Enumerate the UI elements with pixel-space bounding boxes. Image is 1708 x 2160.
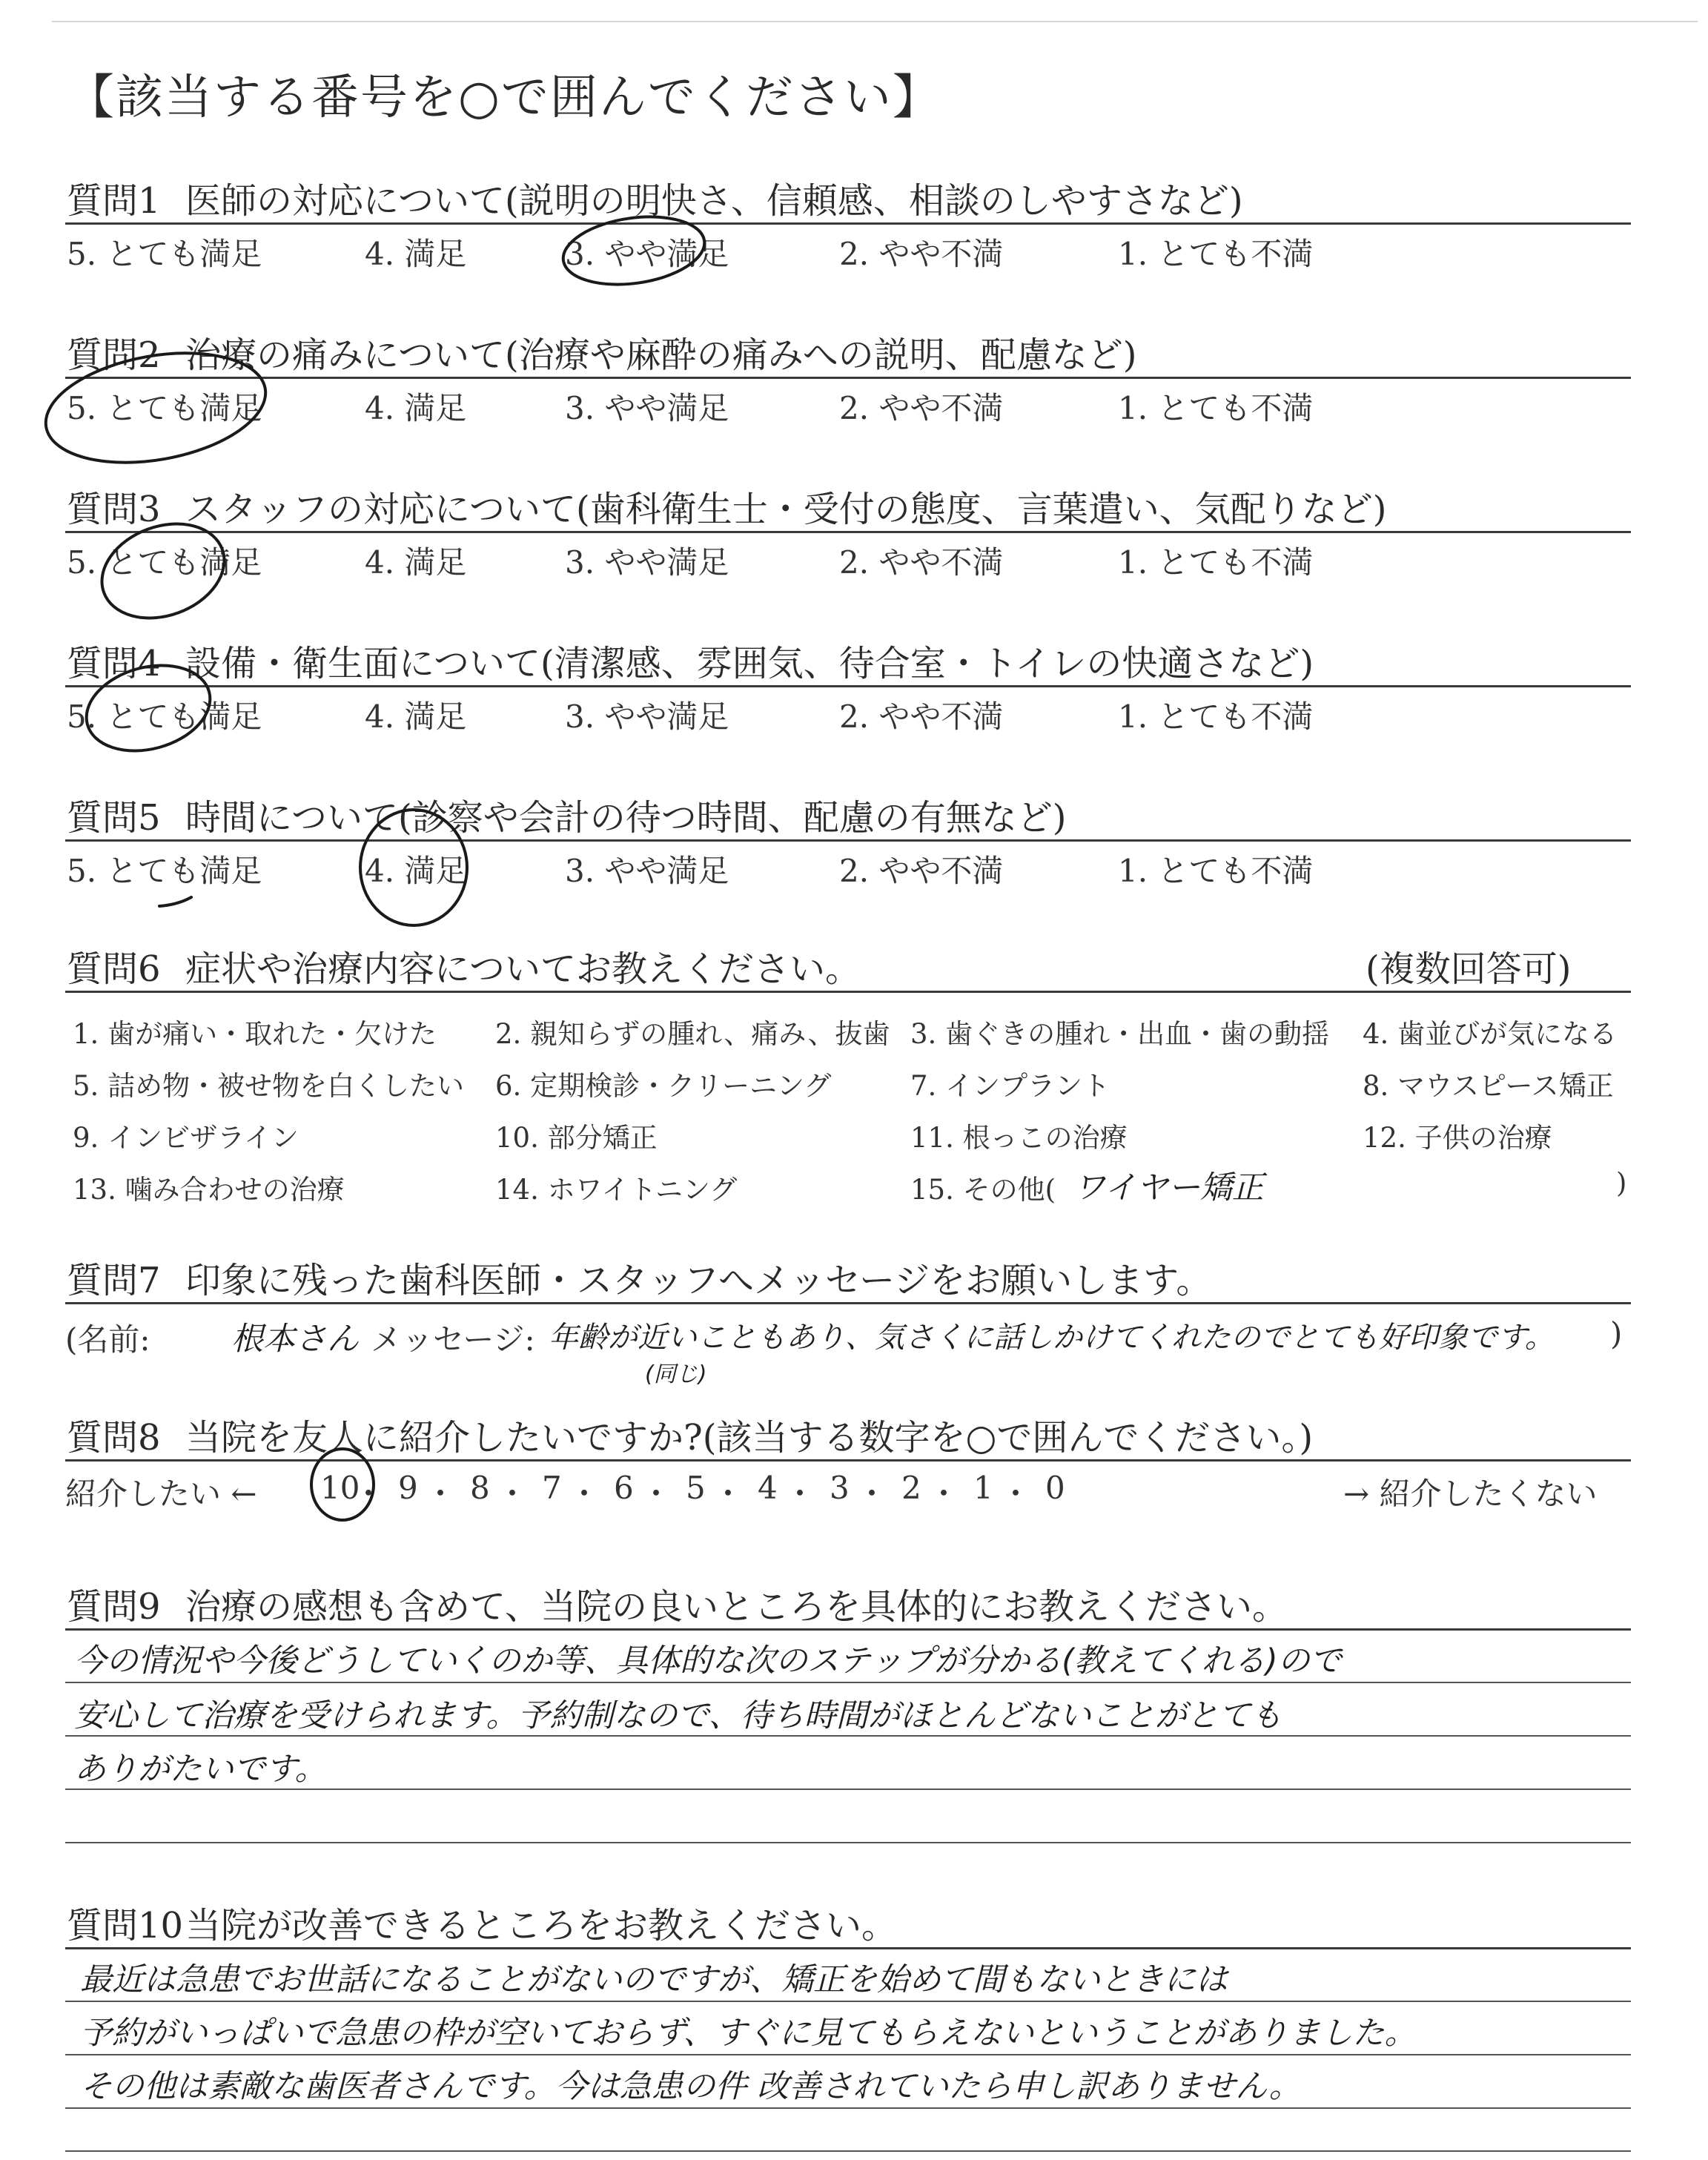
q8-scale-separator: ・: [928, 1476, 960, 1512]
q8-scale-separator: ・: [1000, 1476, 1032, 1512]
q10-title: [67, 1897, 897, 1948]
q2-option-3[interactable]: 3. やや満足: [565, 390, 729, 426]
q2-text: 治療の痛みについて(治療や麻酔の痛みへの説明、配慮など): [185, 334, 1137, 376]
q1-rule: [65, 222, 1631, 225]
q9-rule: [65, 1628, 1631, 1631]
q6-title: [67, 940, 861, 991]
q5-option-4[interactable]: 4. 満足: [365, 853, 467, 889]
q7-message-note: (同じ): [645, 1361, 707, 1387]
q8-scale-4[interactable]: 4: [758, 1470, 778, 1506]
q8-scale-separator: ・: [784, 1476, 816, 1512]
q5-rule: [65, 839, 1631, 842]
q2-option-2[interactable]: 2. やや不満: [839, 390, 1004, 426]
q7-name-written: 根本さん: [231, 1321, 359, 1358]
q5-title: [67, 789, 1067, 840]
q10-line-rule-4: [65, 2150, 1631, 2152]
q1-title: [67, 172, 1243, 223]
q7-close-paren: ): [1610, 1315, 1623, 1352]
q7-message-written: 年齢が近いこともあり、気さくに話しかけてくれたのでとても好印象です。: [549, 1321, 1555, 1355]
q8-scale-3[interactable]: 3: [830, 1470, 850, 1506]
q4-rule: [65, 685, 1631, 687]
q6-option-5[interactable]: 5. 詰め物・被せ物を白くしたい: [73, 1070, 465, 1102]
q1-option-3[interactable]: 3. やや満足: [565, 236, 729, 272]
q3-option-2[interactable]: 2. やや不満: [839, 544, 1004, 581]
q3-option-1[interactable]: 1. とても不満: [1118, 544, 1314, 581]
q8-scale-9[interactable]: 9: [398, 1470, 418, 1506]
q8-scale-8[interactable]: 8: [470, 1470, 490, 1506]
q10-number: 質問10: [67, 1905, 184, 1946]
q10-answer-line-1: 最近は急患でお世話になることがないのですが、矯正を始めて間もないときには: [80, 1961, 1228, 1998]
q4-number: 質問4: [67, 643, 161, 684]
q9-answer-line-1: 今の情況や今後どうしていくのか等、具体的な次のステップが分かる(教えてくれる)ので: [74, 1642, 1342, 1680]
q6-option-3[interactable]: 3. 歯ぐきの腫れ・出血・歯の動揺: [910, 1018, 1330, 1050]
q8-number: 質問8: [67, 1417, 161, 1459]
q5-option-2[interactable]: 2. やや不満: [839, 853, 1004, 889]
q4-option-4[interactable]: 4. 満足: [365, 698, 467, 735]
q8-scale-7[interactable]: 7: [542, 1470, 562, 1506]
q6-option-7[interactable]: 7. インプラント: [910, 1070, 1110, 1102]
q6-option-14[interactable]: 14. ホワイトニング: [495, 1174, 738, 1206]
q5-number: 質問5: [67, 797, 161, 839]
q6-option-2[interactable]: 2. 親知らずの腫れ、痛み、抜歯: [495, 1018, 890, 1050]
q5-stray-mark: [159, 897, 191, 906]
q6-option-8[interactable]: 8. マウスピース矯正: [1363, 1070, 1614, 1102]
q7-rule: [65, 1302, 1631, 1304]
q8-scale-separator: ・: [712, 1476, 744, 1512]
q1-option-5[interactable]: 5. とても満足: [67, 236, 262, 272]
q8-scale-1[interactable]: 1: [973, 1470, 993, 1506]
q4-option-1[interactable]: 1. とても不満: [1118, 698, 1314, 735]
q10-line-rule-3: [65, 2107, 1631, 2109]
q6-option-10[interactable]: 10. 部分矯正: [495, 1122, 658, 1154]
q7-name-label: (名前:: [65, 1321, 150, 1358]
q9-title: [67, 1578, 1288, 1629]
q1-option-1[interactable]: 1. とても不満: [1118, 236, 1314, 272]
q4-option-2[interactable]: 2. やや不満: [839, 698, 1004, 735]
q2-option-1[interactable]: 1. とても不満: [1118, 390, 1314, 426]
q9-text: 治療の感想も含めて、当院の良いところを具体的にお教えください。: [185, 1586, 1288, 1628]
q6-option-12[interactable]: 12. 子供の治療: [1363, 1122, 1552, 1154]
q8-scale-5[interactable]: 5: [686, 1470, 706, 1506]
q8-scale-separator: ・: [569, 1476, 600, 1512]
q6-number: 質問6: [67, 948, 161, 990]
q10-answer-line-2: 予約がいっぱいで急患の枠が空いておらず、すぐに見てもらえないということがありました。: [80, 2015, 1417, 2052]
q6-option-13[interactable]: 13. 噛み合わせの治療: [73, 1174, 345, 1206]
q8-scale-0[interactable]: 0: [1045, 1470, 1065, 1506]
q7-message-label: メッセージ:: [371, 1321, 535, 1358]
q8-scale-separator: ・: [353, 1476, 385, 1512]
q3-title: [67, 480, 1387, 532]
q4-title: [67, 635, 1314, 686]
q6-option-4[interactable]: 4. 歯並びが気になる: [1363, 1018, 1618, 1050]
q5-text: 時間について(診察や会計の待つ時間、配慮の有無など): [185, 797, 1067, 839]
q2-number: 質問2: [67, 334, 161, 376]
q8-rule: [65, 1459, 1631, 1462]
q10-line-rule-2: [65, 2054, 1631, 2055]
q2-option-4[interactable]: 4. 満足: [365, 390, 467, 426]
q8-text: 当院を友人に紹介したいですか?(該当する数字を○で囲んでください。): [185, 1417, 1314, 1459]
q2-title: [67, 326, 1137, 377]
q9-line-rule-4: [65, 1842, 1631, 1843]
q2-rule: [65, 377, 1631, 379]
q4-text: 設備・衛生面について(清潔感、雰囲気、待合室・トイレの快適さなど): [185, 643, 1314, 684]
top-border: [52, 21, 1698, 22]
q6-option-9[interactable]: 9. インビザライン: [73, 1122, 299, 1154]
q8-title: [67, 1409, 1313, 1460]
q8-scale-separator: ・: [497, 1476, 529, 1512]
q9-answer-line-3: ありがたいです。: [74, 1751, 327, 1788]
q5-option-3[interactable]: 3. やや満足: [565, 853, 729, 889]
q6-option-15[interactable]: 15. その他(: [910, 1174, 1056, 1206]
q6-option-1[interactable]: 1. 歯が痛い・取れた・欠けた: [73, 1018, 437, 1050]
q8-scale-6[interactable]: 6: [614, 1470, 634, 1506]
q7-text: 印象に残った歯科医師・スタッフへメッセージをお願いします。: [185, 1260, 1212, 1301]
q6-rule: [65, 991, 1631, 993]
q10-text: 当院が改善できるところをお教えください。: [185, 1905, 898, 1946]
q5-option-1[interactable]: 1. とても不満: [1118, 853, 1314, 889]
q4-option-5[interactable]: 5. とても満足: [67, 698, 262, 735]
q10-answer-line-3: その他は素敵な歯医者さんです。今は急患の件 改善されていたら申し訳ありません。: [80, 2068, 1301, 2105]
q3-option-4[interactable]: 4. 満足: [365, 544, 467, 581]
q3-number: 質問3: [67, 489, 161, 530]
q1-text: 医師の対応について(説明の明快さ、信頼感、相談のしやすさなど): [185, 180, 1243, 222]
q10-rule: [65, 1947, 1631, 1949]
q1-option-4[interactable]: 4. 満足: [365, 236, 467, 272]
q8-scale-10[interactable]: 10: [320, 1470, 360, 1506]
q6-option-6[interactable]: 6. 定期検診・クリーニング: [495, 1070, 832, 1102]
q6-other-written: ワイヤー矯正: [1073, 1169, 1264, 1206]
q7-title: [67, 1252, 1211, 1303]
q10-line-rule-1: [65, 2001, 1631, 2002]
q8-scale-separator: ・: [640, 1476, 672, 1512]
q9-line-rule-1: [65, 1682, 1631, 1683]
q3-option-5[interactable]: 5. とても満足: [67, 544, 262, 581]
q4-option-3[interactable]: 3. やや満足: [565, 698, 729, 735]
q2-option-5[interactable]: 5. とても満足: [67, 390, 262, 426]
q6-option-11[interactable]: 11. 根っこの治療: [910, 1122, 1128, 1154]
q8-scale-separator: ・: [856, 1476, 888, 1512]
q7-number: 質問7: [67, 1260, 161, 1301]
q8-left-label: 紹介したい ←: [65, 1476, 257, 1512]
q8-scale-2[interactable]: 2: [901, 1470, 921, 1506]
q6-other-close-paren: ): [1616, 1167, 1627, 1199]
q6-note: (複数回答可): [1366, 948, 1572, 990]
q8-right-label: → 紹介したくない: [1343, 1476, 1598, 1512]
q5-option-5[interactable]: 5. とても満足: [67, 853, 262, 889]
q9-answer-line-2: 安心して治療を受けられます。予約制なので、待ち時間がほとんどないことがとても: [74, 1697, 1282, 1734]
q6-text: 症状や治療内容についてお教えください。: [185, 948, 861, 990]
q3-rule: [65, 531, 1631, 533]
q9-number: 質問9: [67, 1586, 161, 1628]
q8-scale-separator: ・: [425, 1476, 457, 1512]
q3-option-3[interactable]: 3. やや満足: [565, 544, 729, 581]
q1-number: 質問1: [67, 180, 161, 222]
page-title: 【該当する番号を○で囲んでください】: [67, 70, 941, 125]
q3-text: スタッフの対応について(歯科衛生士・受付の態度、言葉遣い、気配りなど): [185, 489, 1387, 530]
q1-option-2[interactable]: 2. やや不満: [839, 236, 1004, 272]
